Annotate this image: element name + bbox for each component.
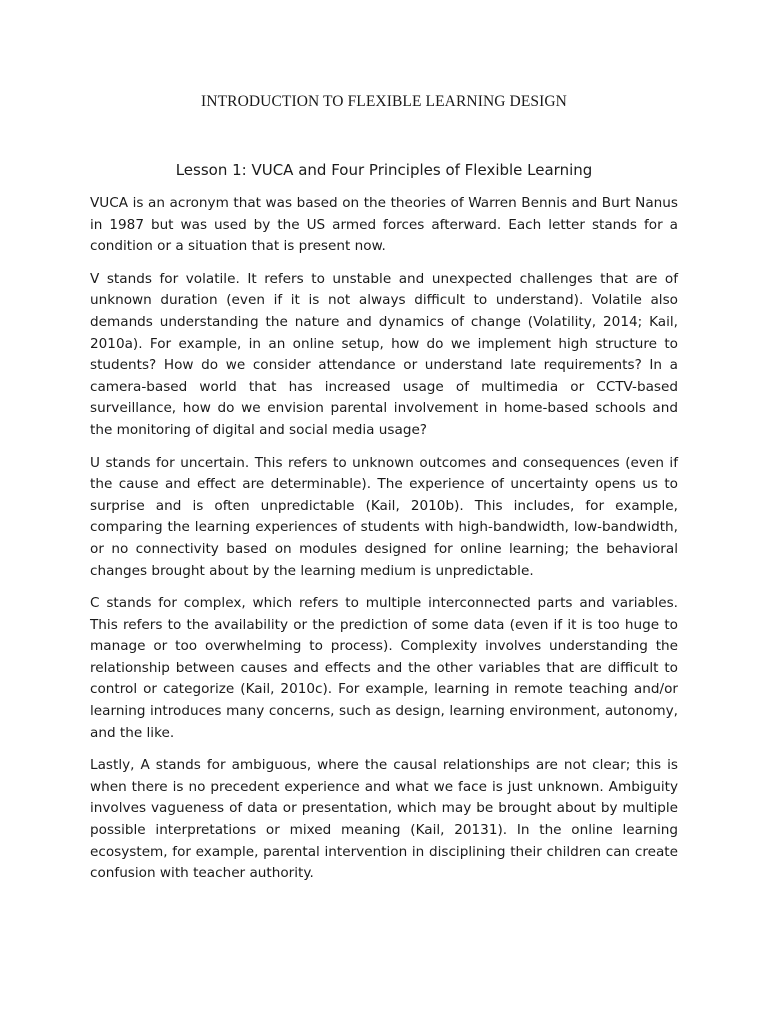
paragraph-ambiguous: Lastly, A stands for ambiguous, where the causal relationships are not clear; this is when there is no precedent experience and what we face is just unknown. Ambiguity involves vagueness of data or presentation, which may be brought about by multiple possible interpretations or mixed meaning (Kail, 20131). In the online learning ecosystem, for example, parental intervention in disciplining their children can create confusion with teacher authority. xyxy=(90,757,678,882)
document-body xyxy=(90,193,678,896)
paragraph-volatile: V stands for volatile. It refers to unstable and unexpected challenges that are of unknown duration (even if it is not always difficult to understand). Volatile also demands understanding the nature and dynamics of change (Volatility, 2014; Kail, 2010a). For example, in an online setup, how do we implement high structure to students? How do we consider attendance or understand late requirements? In a camera-based world that has increased usage of multimedia or CCTV-based surveillance, how do we envision parental involvement in home-based schools and the monitoring of digital and social media usage? xyxy=(90,270,678,438)
lesson-title: Lesson 1: VUCA and Four Principles of Flexible Learning xyxy=(175,161,593,179)
paragraph-complex: C stands for complex, which refers to multiple interconnected parts and variables. This refers to the availability or the prediction of some data (even if it is too huge to manage or too overwhelming to process). Complexity involves understanding the relationship between causes and effects and the other variables that are difficult to control or categorize (Kail, 2010c). For example, learning in remote teaching and/or learning introduces many concerns, such as design, learning environment, autonomy, and the like. xyxy=(90,595,678,741)
paragraph-uncertain: U stands for uncertain. This refers to unknown outcomes and consequences (even if the cause and effect are determinable). The experience of uncertainty opens us to surprise and is often unpredictable (Kail, 2010b). This includes, for example, comparing the learning experiences of students with high-bandwidth, low-bandwidth, or no connectivity based on modules designed for online learning; the behavioral changes brought about by the learning medium is unpredictable. xyxy=(90,454,678,579)
paragraph-vuca-intro: VUCA is an acronym that was based on the theories of Warren Bennis and Burt Nanus in 1987 but was used by the US armed forces afterward. Each letter stands for a condition or a situation that is present now. xyxy=(90,195,678,255)
document-title: INTRODUCTION TO FLEXIBLE LEARNING DESIGN xyxy=(201,93,567,110)
